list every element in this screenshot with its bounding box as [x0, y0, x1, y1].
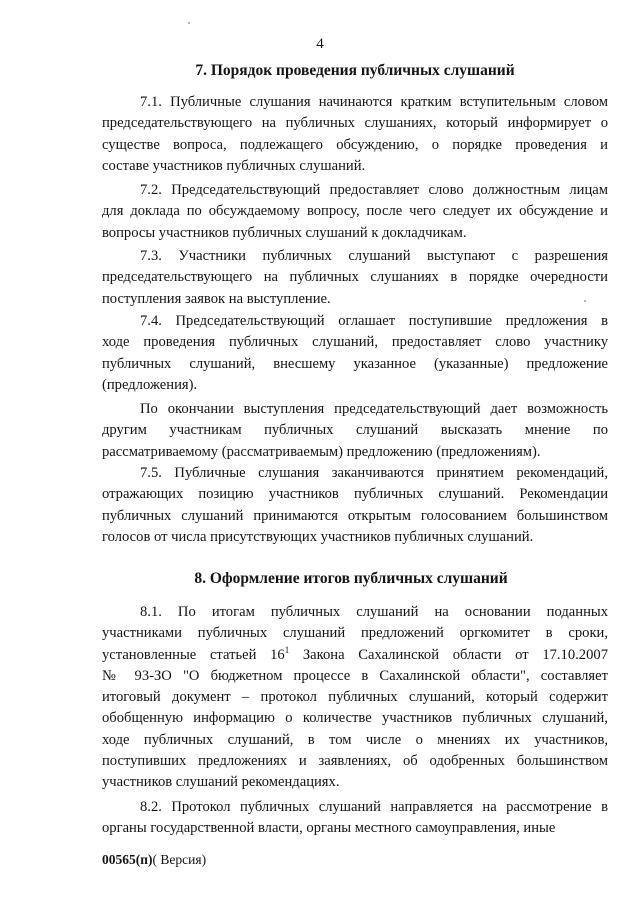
- text-line: участников слушаний рекомендациях.: [102, 774, 340, 791]
- text-line: вопросы участников публичных слушаний к докладчикам.: [102, 224, 467, 241]
- text-fragment: Закона Сахалинской области от 17.10.2007: [289, 646, 608, 663]
- text-line: поступления заявок на выступление.: [102, 290, 331, 307]
- text-line: (предложения).: [102, 376, 198, 393]
- paragraph-7-4: [102, 311, 608, 396]
- text-line: ходе проведения публичных слушаний, предоставляет слово участнику: [102, 334, 608, 351]
- text-line: публичных слушаний, внесшему указанное (указанные) предложение: [102, 355, 608, 372]
- text-line: другим участникам публичных слушаний высказать мнение по: [102, 422, 608, 439]
- paragraph-7-4-continuation: [102, 399, 608, 463]
- text-line: 7.3. Участники публичных слушаний выступают с разрешения: [140, 248, 608, 264]
- text-line: 7.5. Публичные слушания заканчиваются принятием рекомендаций,: [140, 465, 608, 481]
- paragraph-8-2: [102, 797, 608, 840]
- text-line: для доклада по обсуждаемому вопросу, после чего следует их обсуждение и: [102, 203, 608, 220]
- text-line: поступивших предложениях и заявлениях, об одобренных большинством: [102, 753, 608, 770]
- text-line: публичных слушаний принимаются открытым голосованием большинством: [102, 507, 608, 524]
- paragraph-7-2: [102, 180, 608, 244]
- text-line: существе вопроса, подлежащего обсуждению, о порядке проведения и: [102, 136, 608, 153]
- section-8-heading: 8. Оформление итогов публичных слушаний: [194, 570, 508, 587]
- superscript: 1: [284, 644, 290, 655]
- text-line: По окончании выступления председательствующий дает возможность: [140, 401, 608, 417]
- text-line: председательствующего на публичных слушаниях, который информирует о: [102, 115, 608, 132]
- document-footer: [102, 852, 206, 868]
- text-line: обобщенную информацию о количестве участников публичных слушаний,: [102, 710, 608, 727]
- text-fragment: установленные статьей 16: [102, 646, 285, 663]
- text-line: № 93-ЗО "О бюджетном процессе в Сахалинской области", составляет: [102, 667, 608, 684]
- text-line: председательствующего на публичных слушаниях в порядке очередности: [102, 269, 608, 286]
- paragraph-8-1: [102, 602, 608, 794]
- document-code: 00565(п): [102, 852, 153, 867]
- scan-speck: [188, 22, 190, 24]
- text-line: 7.2. Председательствующий предоставляет слово должностным лицам: [140, 182, 608, 198]
- paragraph-7-1: [102, 92, 608, 177]
- text-line: отражающих позицию участников публичных слушаний. Рекомендации: [102, 486, 608, 503]
- text-line: голосов от числа присутствующих участников публичных слушаний.: [102, 528, 534, 545]
- text-line: составе участников публичных слушаний.: [102, 157, 366, 174]
- paragraph-7-3: [102, 246, 608, 310]
- document-version: ( Версия): [152, 852, 207, 867]
- paragraph-7-5: [102, 463, 608, 548]
- text-line: рассматриваемому (рассматриваемым) предложению (предложениям).: [102, 443, 541, 460]
- text-line: 8.1. По итогам публичных слушаний на основании поданных: [140, 604, 608, 620]
- text-line: ходе публичных слушаний, в том числе о мнениях их участников,: [102, 731, 608, 748]
- text-line: 8.2. Протокол публичных слушаний направляется на рассмотрение в: [140, 799, 608, 815]
- section-7-heading: 7. Порядок проведения публичных слушаний: [195, 62, 515, 79]
- text-line: итоговый документ – протокол публичных слушаний, который содержит: [102, 689, 608, 706]
- text-line: 7.1. Публичные слушания начинаются кратким вступительным словом: [140, 94, 608, 110]
- text-line: органы государственной власти, органы местного самоуправления, иные: [102, 820, 556, 837]
- page-number: 4: [316, 36, 324, 52]
- text-line: 7.4. Председательствующий оглашает поступившие предложения в: [140, 313, 608, 329]
- scan-speck: [584, 300, 586, 302]
- text-line: участниками публичных слушаний предложений оргкомитет в сроки,: [102, 625, 608, 642]
- text-line: [102, 645, 608, 666]
